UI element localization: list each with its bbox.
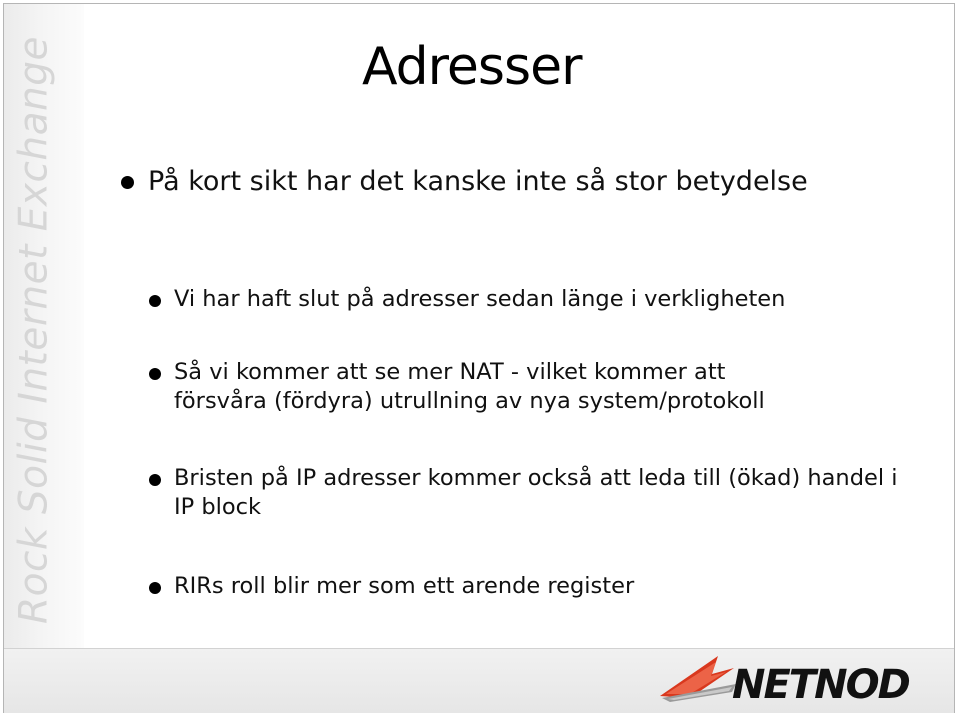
logo-arrow-icon [660, 656, 736, 702]
bullet-text-line1: Så vi kommer att se mer NAT - vilket kommer att [174, 359, 726, 385]
bullet-text-line2: försvåra (fördyra) utrullning av nya system/protokoll [174, 388, 765, 415]
slide-title: Adresser [362, 37, 582, 97]
netnod-logo [660, 654, 956, 706]
bullet-item [174, 285, 914, 314]
bullet-dot [149, 368, 161, 380]
bullet-text: Vi har haft slut på adresser sedan länge i verkligheten [174, 286, 786, 312]
bullet-text: RIRs roll blir mer som ett arende register [174, 573, 635, 599]
bullet-dot [149, 295, 161, 307]
bullet-item [174, 358, 914, 417]
bullet-item [148, 164, 828, 199]
bullet-item [174, 572, 914, 601]
logo-wordmark: NETNOD [732, 662, 909, 706]
bullet-dot [121, 176, 134, 189]
bullet-dot [149, 582, 161, 594]
bullet-text: På kort sikt har det kanske inte så stor betydelse [148, 166, 808, 197]
bullet-dot [149, 474, 161, 486]
bullet-item [174, 464, 914, 523]
bullet-text: Bristen på IP adresser kommer också att leda till (ökad) handel i IP block [174, 465, 898, 521]
side-watermark: Rock Solid Internet Exchange [11, 35, 57, 625]
